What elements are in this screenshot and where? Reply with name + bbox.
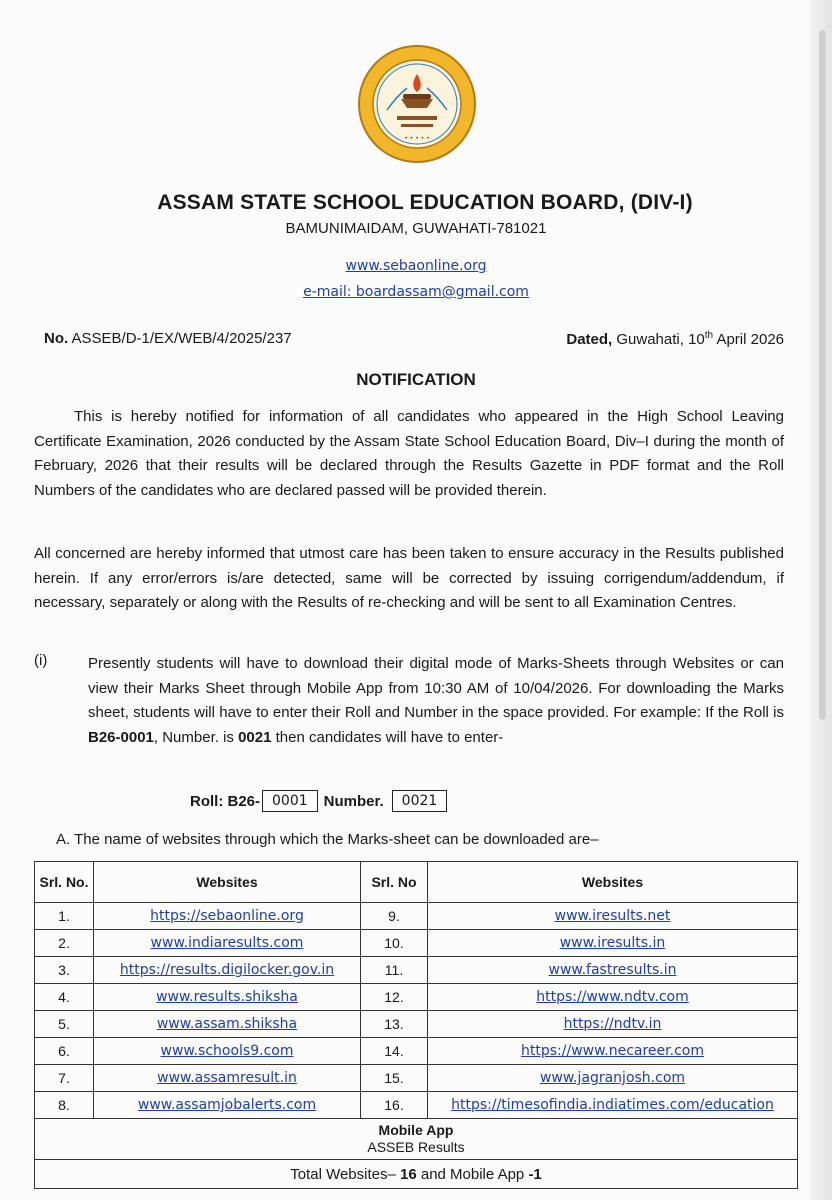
total-prefix: Total Websites– bbox=[290, 1165, 400, 1183]
mobile-app-label: Mobile App bbox=[378, 1122, 454, 1138]
section-a-heading: A. The name of websites through which the Marks-sheet can be downloaded are– bbox=[56, 831, 599, 848]
table-row bbox=[35, 1011, 798, 1038]
reference-date bbox=[566, 330, 784, 348]
total-row bbox=[35, 1160, 798, 1189]
row-srl-left: 7. bbox=[35, 1065, 94, 1092]
email-link[interactable]: e-mail: boardassam@gmail.com bbox=[303, 284, 529, 300]
total-mid: and Mobile App bbox=[416, 1165, 529, 1183]
row-srl-right: 12. bbox=[361, 984, 428, 1011]
table-row bbox=[35, 1038, 798, 1065]
header-srl-left: Srl. No. bbox=[35, 862, 94, 903]
board-title: ASSAM STATE SCHOOL EDUCATION BOARD, (DIV-I) bbox=[157, 191, 693, 214]
total-cell bbox=[35, 1160, 798, 1189]
ref-dated-rest: April 2026 bbox=[716, 331, 784, 348]
row-website-right[interactable]: www.iresults.in bbox=[428, 930, 798, 957]
para3-text-a: Presently students will have to download their digital mode of Marks-Sheets through Websites or can view their Marks Sheet through Mobile App from 10:30 AM of 10/04/2026. For downloading the Marks sheet, students will have to enter their Roll and Number in the space provided. For example: If the Roll is bbox=[88, 655, 784, 721]
row-website-left[interactable]: https://results.digilocker.gov.in bbox=[94, 957, 361, 984]
table-row bbox=[35, 957, 798, 984]
row-srl-left: 1. bbox=[35, 903, 94, 930]
reference-number bbox=[44, 330, 292, 347]
table-row bbox=[35, 1065, 798, 1092]
para3-roll: B26-0001 bbox=[88, 728, 154, 746]
table-row bbox=[35, 984, 798, 1011]
para3-text-c: then candidates will have to enter- bbox=[271, 728, 504, 746]
row-srl-left: 2. bbox=[35, 930, 94, 957]
row-website-right[interactable]: https://timesofindia.indiatimes.com/education bbox=[428, 1092, 798, 1119]
row-website-left[interactable]: www.assam.shiksha bbox=[94, 1011, 361, 1038]
table-row bbox=[35, 903, 798, 930]
roll-label: Roll: B26- bbox=[190, 792, 261, 810]
header-srl-right: Srl. No bbox=[361, 862, 428, 903]
item-marker-i: (i) bbox=[34, 652, 48, 669]
row-website-right[interactable]: https://www.ndtv.com bbox=[428, 984, 798, 1011]
row-website-right[interactable]: www.fastresults.in bbox=[428, 957, 798, 984]
total-app: -1 bbox=[528, 1165, 542, 1183]
number-value-box: 0021 bbox=[392, 790, 448, 812]
row-website-left[interactable]: www.assamjobalerts.com bbox=[94, 1092, 361, 1119]
row-website-left[interactable]: www.indiaresults.com bbox=[94, 930, 361, 957]
row-srl-left: 3. bbox=[35, 957, 94, 984]
table-header-row bbox=[35, 862, 798, 903]
board-address: BAMUNIMAIDAM, GUWAHATI-781021 bbox=[285, 220, 547, 237]
para3-text-b: , Number. is bbox=[153, 728, 239, 746]
mobile-app-cell bbox=[35, 1119, 798, 1160]
row-website-right[interactable]: https://ndtv.in bbox=[428, 1011, 798, 1038]
row-srl-left: 4. bbox=[35, 984, 94, 1011]
header-websites-left: Websites bbox=[94, 862, 361, 903]
roll-value-box: 0001 bbox=[262, 790, 318, 812]
total-websites: 16 bbox=[400, 1165, 417, 1183]
number-label: Number. bbox=[323, 792, 384, 810]
board-emblem-logo bbox=[357, 44, 477, 164]
table-row bbox=[35, 1092, 798, 1119]
roll-example bbox=[190, 790, 453, 812]
mobile-app-name: ASSEB Results bbox=[367, 1139, 465, 1155]
row-srl-right: 10. bbox=[361, 930, 428, 957]
row-srl-right: 13. bbox=[361, 1011, 428, 1038]
row-srl-left: 5. bbox=[35, 1011, 94, 1038]
row-website-left[interactable]: https://sebaonline.org bbox=[94, 903, 361, 930]
notification-heading: NOTIFICATION bbox=[356, 370, 476, 389]
table-row bbox=[35, 930, 798, 957]
row-srl-right: 11. bbox=[361, 957, 428, 984]
paragraph-3 bbox=[88, 652, 784, 750]
websites-table bbox=[34, 861, 798, 1189]
paragraph-2: All concerned are hereby informed that utmost care has been taken to ensure accuracy in the Results published herein. If any error/errors is/are detected, same will be corrected by issuing corrigendum/addendum, if necessary, separately or along with the Results of re-checking and will be sent to all Examination Centres. bbox=[34, 545, 784, 611]
row-srl-left: 6. bbox=[35, 1038, 94, 1065]
scrollbar-thumb[interactable] bbox=[819, 30, 826, 720]
row-srl-right: 15. bbox=[361, 1065, 428, 1092]
ref-no-label: No. bbox=[44, 330, 69, 347]
row-srl-left: 8. bbox=[35, 1092, 94, 1119]
row-srl-right: 16. bbox=[361, 1092, 428, 1119]
row-website-right[interactable]: www.jagranjosh.com bbox=[428, 1065, 798, 1092]
row-srl-right: 9. bbox=[361, 903, 428, 930]
ref-dated-place: Guwahati, 10 bbox=[616, 331, 705, 348]
svg-text:• • • • •: • • • • • bbox=[404, 135, 430, 142]
row-website-right[interactable]: www.iresults.net bbox=[428, 903, 798, 930]
row-website-left[interactable]: www.assamresult.in bbox=[94, 1065, 361, 1092]
para3-number: 0021 bbox=[238, 728, 272, 746]
ref-dated-sup: th bbox=[704, 330, 714, 341]
row-srl-right: 14. bbox=[361, 1038, 428, 1065]
row-website-right[interactable]: https://www.necareer.com bbox=[428, 1038, 798, 1065]
header-websites-right: Websites bbox=[428, 862, 798, 903]
ref-dated-label: Dated, bbox=[566, 331, 613, 348]
mobile-app-row bbox=[35, 1119, 798, 1160]
row-website-left[interactable]: www.results.shiksha bbox=[94, 984, 361, 1011]
paragraph-1: This is hereby notified for information of all candidates who appeared in the High School Leaving Certificate Examination, 2026 conducted by the Assam State School Education Board, Div–I during the month of February, 2026 that their results will be declared through the Results Gazette in PDF format and the Roll Numbers of the candidates who are declared passed will be provided therein. bbox=[34, 408, 784, 499]
row-website-left[interactable]: www.schools9.com bbox=[94, 1038, 361, 1065]
ref-no-value: ASSEB/D-1/EX/WEB/4/2025/237 bbox=[71, 330, 292, 347]
website-link[interactable]: www.sebaonline.org bbox=[345, 258, 487, 274]
